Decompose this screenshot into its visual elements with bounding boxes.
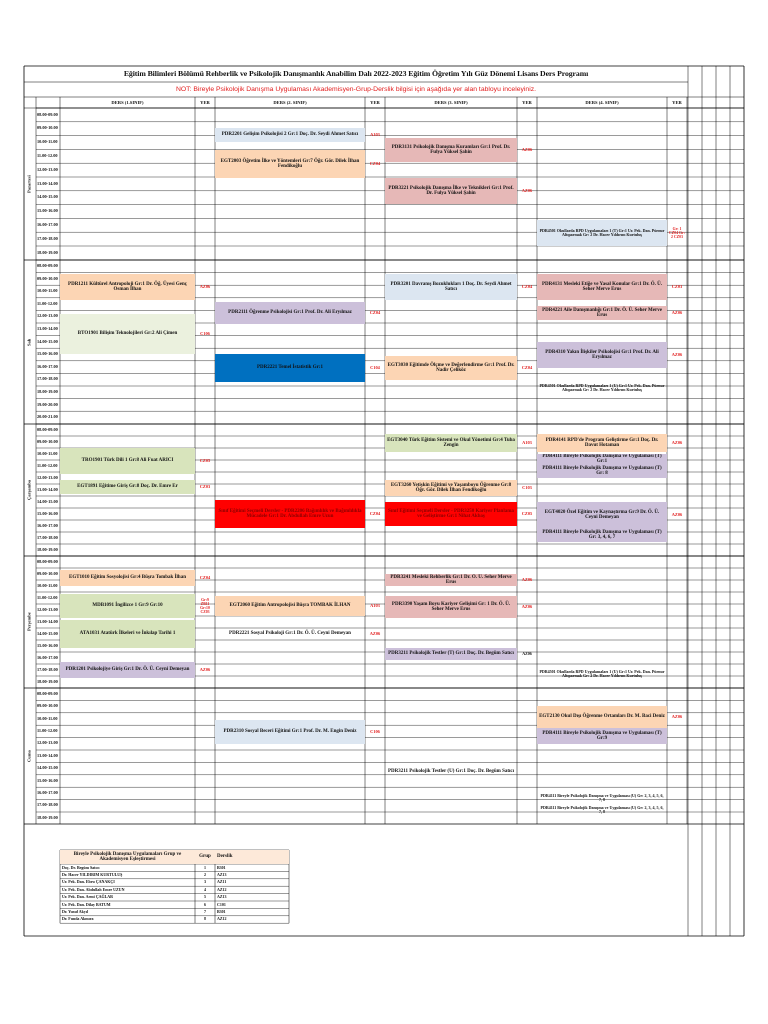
group-number: 7 xyxy=(204,908,206,914)
time-slot: 09.00-10.00 xyxy=(37,438,58,444)
course-cell: EGT4020 Özel Eğitim ve Kaynaştırma Gr:9 Dr. Ö. Ü. Ceyni Demeyan xyxy=(537,502,667,528)
room-cell: AZ06 xyxy=(199,666,211,672)
time-slot: 12.00-13.00 xyxy=(37,606,58,612)
course-cell: PDR2221 Temel İstatistik Gr:1 xyxy=(215,354,365,382)
course-cell: PDR3221 Psikolojik Danışma İlke ve Teknikleri Gr:1 Prof. Dr. Fulya Yüksel Şahin xyxy=(385,178,517,204)
time-slot: 08.00-09.00 xyxy=(37,262,58,268)
room-cell: AZ06 xyxy=(521,603,533,609)
group-room: B301 xyxy=(217,864,226,870)
course-cell: PDR3131 Psikolojik Danışma Kuramları Gr:1 Prof. Dr. Fulya Yüksel Şahin xyxy=(385,138,517,162)
time-slot: 10.00-11.00 xyxy=(37,139,58,145)
header-class-3: DERS (3. SINIF) xyxy=(434,100,468,106)
room-cell: AZ06 xyxy=(522,650,532,656)
course-cell: PDR4111 Bireyle Psikolojik Danışma ve Uygulaması (U) Gr: 2, 3, 4, 5, 6, 7, 8 xyxy=(540,804,664,814)
room-cell: AZ06 xyxy=(199,283,211,289)
time-slot: 17.00-18.00 xyxy=(37,376,58,382)
course-cell: BTO1901 Bilişim Teknolojileri Gr:2 Ali Çimen xyxy=(60,314,195,354)
header-class-2: DERS (2. SINIF) xyxy=(273,100,307,106)
time-slot: 14.00-15.00 xyxy=(37,498,58,504)
group-member-name: Doç. Dr. Begüm Satıcı xyxy=(62,864,100,870)
course-cell: PDR4501 Okullarda RPD Uygulamaları 1 (U) Gr:1 Ur. Pek. Dan. Pürnur Altıparmak Gr: 2 Dr. Hacer Yıldırım Kurtuluş xyxy=(539,668,665,678)
room-cell: A103 xyxy=(522,439,532,445)
time-slot: 10.00-11.00 xyxy=(37,288,58,294)
course-cell: PDR3211 Psikolojik Testler (U) Gr:1 Doç. Dr. Begüm Satıcı xyxy=(387,769,515,775)
time-slot: 15.00-16.00 xyxy=(37,777,58,783)
time-slot: 12.00-13.00 xyxy=(37,474,58,480)
room-cell: C106 xyxy=(200,330,210,336)
group-room: AZ13 xyxy=(217,894,227,900)
course-cell: MDB1091 İngilizce 1 Gr:9 Gr:10 xyxy=(60,594,195,618)
group-number: 8 xyxy=(204,916,206,922)
room-cell: AZ06 xyxy=(521,576,533,582)
time-slot: 08.00-09.00 xyxy=(37,426,58,432)
time-slot: 08.00-09.00 xyxy=(37,690,58,696)
time-slot: 16.00-17.00 xyxy=(37,363,58,369)
time-slot: 18.00-19.00 xyxy=(37,546,58,552)
time-slot: 14.00-15.00 xyxy=(37,194,58,200)
time-slot: 15.00-16.00 xyxy=(37,510,58,516)
time-slot: 11.00-12.00 xyxy=(37,152,58,158)
room-cell: CZ03 xyxy=(671,283,683,289)
time-slot: 16.00-17.00 xyxy=(37,221,58,227)
group-room: B301 xyxy=(217,908,226,914)
course-cell: EGT2130 Okul Dışı Öğrenme Ortamları Dr. M. Baci Deniz xyxy=(537,706,667,728)
course-cell: EGT2060 Eğitim Antropolojisi Büşra TOMBAK İLHAN xyxy=(215,596,365,616)
header-yer-1: YER xyxy=(200,100,210,106)
course-cell: PDR4501 Okullarda RPD Uygulamaları 1 (T) Gr:1 Ur. Pek. Dan. Pürnur Altıparmak Gr: 2 Dr. Hacer Yıldırım Kurtuluş xyxy=(537,220,667,246)
time-slot: 10.00-11.00 xyxy=(37,715,58,721)
room-cell: A103 xyxy=(370,131,380,137)
time-slot: 17.00-18.00 xyxy=(37,802,58,808)
course-cell: PDR4111 Bireyle Psikolojik Danışma ve Uygulaması (T) Gr: 8 xyxy=(537,464,667,478)
time-slot: 11.00-12.00 xyxy=(37,462,58,468)
group-member-name: Dr. Hacer YILDIRIM KURTULUŞ xyxy=(62,871,123,877)
course-cell: PDR2221 Sosyal Psikoloji Gr:1 Dr. Ö. Ü. Ceyni Demeyan xyxy=(229,631,351,637)
time-slot: 12.00-13.00 xyxy=(37,313,58,319)
group-room: AZ12 xyxy=(217,916,227,922)
group-number: 5 xyxy=(204,894,206,900)
course-cell: PDR4310 Yakın İlişkiler Psikolojisi Gr:1 Prof. Dr. Ali Eryılmaz xyxy=(537,342,667,368)
time-slot: 17.00-18.00 xyxy=(37,666,58,672)
room-cell: CZ04 xyxy=(369,309,381,315)
day-label: Salı xyxy=(26,338,32,346)
room-cell: CZ04 xyxy=(521,364,533,370)
day-label: Pazartesi xyxy=(26,175,32,193)
time-slot: 12.00-13.00 xyxy=(37,740,58,746)
course-cell: PDR4501 Okullarda RPD Uygulamaları 1 (U) Gr:1 Ur. Pek. Dan. Pürnur Altıparmak Gr: 2 Dr. Hacer Yıldırım Kurtuluş xyxy=(539,382,665,392)
time-slot: 14.00-15.00 xyxy=(37,765,58,771)
time-slot: 09.00-10.00 xyxy=(37,275,58,281)
time-slot: 09.00-10.00 xyxy=(37,125,58,131)
course-cell: PDR4111 Bireyle Psikolojik Danışma ve Uygulaması (T) Gr:9 xyxy=(537,728,667,744)
time-slot: 18.00-19.00 xyxy=(37,814,58,820)
course-cell: EGT3030 Eğitimde Ölçme ve Değerlendirme Gr:1 Prof. Dr. Nadir Çeliköz xyxy=(385,356,517,380)
header-class-4: DERS (4. SINIF) xyxy=(585,100,619,106)
group-room: AZ13 xyxy=(217,871,227,877)
header-yer-4: YER xyxy=(672,100,682,106)
group-number: 3 xyxy=(204,879,206,885)
course-cell: PDR3241 Mesleki Rehberlik Gr:1 Dr. Ö. Ü. Seher Merve Erus xyxy=(385,574,517,586)
room-cell: CZ04 xyxy=(369,510,381,516)
group-member-name: Dr. Yusuf Akyıl xyxy=(62,908,89,914)
group-table-header-grup: Grup xyxy=(195,850,215,864)
room-cell: AZ06 xyxy=(671,351,683,357)
group-member-name: Ur. Pek. Dan. Armi ÇAĞLAR xyxy=(62,894,114,900)
group-number: 1 xyxy=(204,864,206,870)
group-member-name: Ur. Pek. Dan. Dilay BATUM xyxy=(62,901,111,907)
time-slot: 14.00-15.00 xyxy=(37,338,58,344)
group-room: AZ11 xyxy=(217,879,227,885)
course-cell: ATA1031 Atatürk İlkeleri ve İnkılap Tarihi 1 xyxy=(60,620,195,648)
room-cell: CZ05 xyxy=(199,457,211,463)
course-cell: PDR3201 Davranış Bozuklukları 1 Doç. Dr. Seydi Ahmet Satıcı xyxy=(385,274,517,300)
time-slot: 18.00-19.00 xyxy=(37,249,58,255)
room-cell: C104 xyxy=(370,364,380,370)
course-cell: Sınıf Eğitimi Seçmeli Dersler - PDR2206 Bağımlılık ve Bağımlılıkla Mücadele Gr:1 Dr. Abdullah Emre Uzun xyxy=(215,500,365,528)
group-member-name: Ur. Pek. Dan. Abdullah Emre UZUN xyxy=(62,886,125,892)
group-table-header-name: Bireyle Psikolojik Danışma Uygulamaları Grup ve Akademisyen Eşleştirmesi xyxy=(60,850,195,864)
group-room: C101 xyxy=(217,901,226,907)
group-member-name: Ur. Pek. Dan. Ebru ÇANAKÇI xyxy=(62,879,115,885)
time-slot: 13.00-14.00 xyxy=(37,180,58,186)
time-slot: 10.00-11.00 xyxy=(37,450,58,456)
time-slot: 16.00-17.00 xyxy=(37,654,58,660)
time-slot: 08.00-09.00 xyxy=(37,111,58,117)
page-title: Eğitim Bilimleri Bölümü Rehberlik ve Psikolojik Danışmanlık Anabilim Dalı 2022-2023 Eğitim Öğretim Yılı Güz Dönemi Lisans Ders Programı xyxy=(123,68,589,78)
time-slot: 16.00-17.00 xyxy=(37,522,58,528)
time-slot: 17.00-18.00 xyxy=(37,534,58,540)
course-cell: PDR1211 Kültürel Antropoloji Gr:1 Dr. Öğ. Üyesi Genç Osman İlhan xyxy=(60,274,195,300)
time-slot: 13.00-14.00 xyxy=(37,618,58,624)
time-slot: 16.00-17.00 xyxy=(37,790,58,796)
course-cell: PDR4111 Bireyle Psikolojik Danışma ve Uygulaması (T) Gr:1 xyxy=(537,454,667,464)
course-cell: EGT1010 Eğitim Sosyolojisi Gr:4 Büşra Tombak İlhan xyxy=(60,570,195,586)
time-slot: 15.00-16.00 xyxy=(37,208,58,214)
time-slot: 09.00-10.00 xyxy=(37,703,58,709)
time-slot: 13.00-14.00 xyxy=(37,486,58,492)
room-cell: CZ05 xyxy=(521,510,533,516)
time-slot: 08.00-09.00 xyxy=(37,558,58,564)
group-number: 6 xyxy=(204,901,206,907)
time-slot: 14.00-15.00 xyxy=(37,630,58,636)
course-cell: PDR4111 Bireyle Psikolojik Danışma ve Uygulaması (U) Gr: 2, 3, 4, 5, 6, 7, 8 xyxy=(540,792,664,802)
time-slot: 20.00-21.00 xyxy=(37,414,58,420)
group-room: AZ12 xyxy=(217,886,227,892)
group-table-header-derslik: Derslik xyxy=(215,850,289,864)
room-cell: CZ03 xyxy=(199,483,211,489)
time-slot: 09.00-10.00 xyxy=(37,570,58,576)
time-slot: 11.00-12.00 xyxy=(37,300,58,306)
room-cell: A103 xyxy=(370,602,380,608)
day-label: Perşembe xyxy=(26,612,32,632)
course-cell: Sınıf Eğitimi Seçmeli Dersler - PDR3250 Kariyer Planlama ve Geliştirme Gr:1 Nihat Akbaş xyxy=(385,502,517,526)
time-slot: 17.00-18.00 xyxy=(37,235,58,241)
room-cell: CZ04 xyxy=(521,283,533,289)
room-cell: CZ04 xyxy=(199,574,211,580)
time-slot: 13.00-14.00 xyxy=(37,752,58,758)
course-cell: PDR4141 RPD'de Program Geliştirme Gr:1 Doç. Dr. Davut Hotaman xyxy=(537,434,667,452)
time-slot: 18.00-19.00 xyxy=(37,388,58,394)
course-cell: PDR4131 Mesleki Etiğe ve Yasal Konular Gr:1 Dr. Ö. Ü. Seher Merve Erus xyxy=(537,274,667,300)
room-cell: AZ06 xyxy=(671,511,683,517)
time-slot: 11.00-12.00 xyxy=(37,594,58,600)
course-cell: PDR2111 Öğrenme Psikolojisi Gr:1 Prof. Dr. Ali Eryılmaz xyxy=(215,302,365,324)
course-cell: PDR2310 Sosyal Beceri Eğitimi Gr:1 Prof. Dr. M. Engin Deniz xyxy=(215,720,365,744)
time-slot: 13.00-14.00 xyxy=(37,325,58,331)
group-number: 4 xyxy=(204,886,206,892)
course-cell: PDR3211 Psikolojik Testler (T) Gr:1 Doç. Dr. Begüm Satıcı xyxy=(385,648,517,660)
room-cell: Gr: 1 CZ04 Gr: 2 CZ03 xyxy=(669,226,685,240)
header-class-1: DERS (1.SINIF) xyxy=(111,100,144,106)
header-yer-3: YER xyxy=(522,100,532,106)
room-cell: AZ06 xyxy=(671,439,683,445)
time-slot: 11.00-12.00 xyxy=(37,728,58,734)
room-cell: C103 xyxy=(522,484,532,490)
course-cell: PDR4111 Bireyle Psikolojik Danışma ve Uygulaması (T) Gr: 3, 4, 6, 7 xyxy=(537,528,667,542)
course-cell: EGT3040 Türk Eğitim Sistemi ve Okul Yönetimi Gr:4 Tuba Zengin xyxy=(385,434,517,452)
room-cell: AZ06 xyxy=(521,146,533,152)
course-cell: PDR2201 Gelişim Psikolojisi 2 Gr:1 Doç. Dr. Seydi Ahmet Satıcı xyxy=(215,128,365,142)
group-member-name: Dr. Funda Akmıra xyxy=(62,916,94,922)
course-cell: EGT3260 Yetişkin Eğitimi ve Yaşamboyu Öğrenme Gr:8 Öğr. Gör. Dilek İlhan Fendikoğlu xyxy=(385,480,517,496)
time-slot: 15.00-16.00 xyxy=(37,642,58,648)
room-cell: Gr:9 ZB11 Gr:10 CZ03 xyxy=(200,597,210,615)
course-cell: PDR3390 Yaşam Boyu Kariyer Gelişimi Gr: 1 Dr. Ö. Ü. Seher Merve Erus xyxy=(385,596,517,618)
room-cell: AZ06 xyxy=(671,309,683,315)
header-yer-2: YER xyxy=(370,100,380,106)
day-label: Cuma xyxy=(26,750,32,762)
course-cell: PDR4221 Aile Danışmanlığı Gr:1 Dr. Ö. Ü. Seher Merve Erus xyxy=(537,306,667,320)
course-cell: PDR1201 Psikolojiye Giriş Gr:1 Dr. Ö. Ü. Ceyni Demeyan xyxy=(60,662,195,678)
time-slot: 18.00-19.00 xyxy=(37,678,58,684)
group-number: 2 xyxy=(204,871,206,877)
course-cell: EGT1891 Eğitime Giriş Gr:8 Doç. Dr. Emre Er xyxy=(60,480,195,494)
day-label: Çarşamba xyxy=(26,480,32,500)
time-slot: 15.00-16.00 xyxy=(37,351,58,357)
room-cell: AZ06 xyxy=(521,187,533,193)
time-slot: 10.00-11.00 xyxy=(37,582,58,588)
room-cell: CZ04 xyxy=(369,160,381,166)
time-slot: 19.00-20.00 xyxy=(37,401,58,407)
room-cell: C106 xyxy=(370,728,380,734)
course-cell: TRO1901 Türk Dili 1 Gr:8 Ali Fuat ARICI xyxy=(60,448,195,474)
time-slot: 12.00-13.00 xyxy=(37,166,58,172)
room-cell: AZ06 xyxy=(671,713,683,719)
schedule-note: NOT: Bireyle Psikolojik Danışma Uygulaması Akademisyen-Grup-Derslik bilgisi için aşağıda yer alan tabloyu inceleyiniz. xyxy=(175,86,536,94)
course-cell: EGT2003 Öğretim İlke ve Yöntemleri Gr:7 Öğr. Gör. Dilek İlhan Fendikoğlu xyxy=(215,150,365,178)
room-cell: AZ06 xyxy=(369,630,381,636)
